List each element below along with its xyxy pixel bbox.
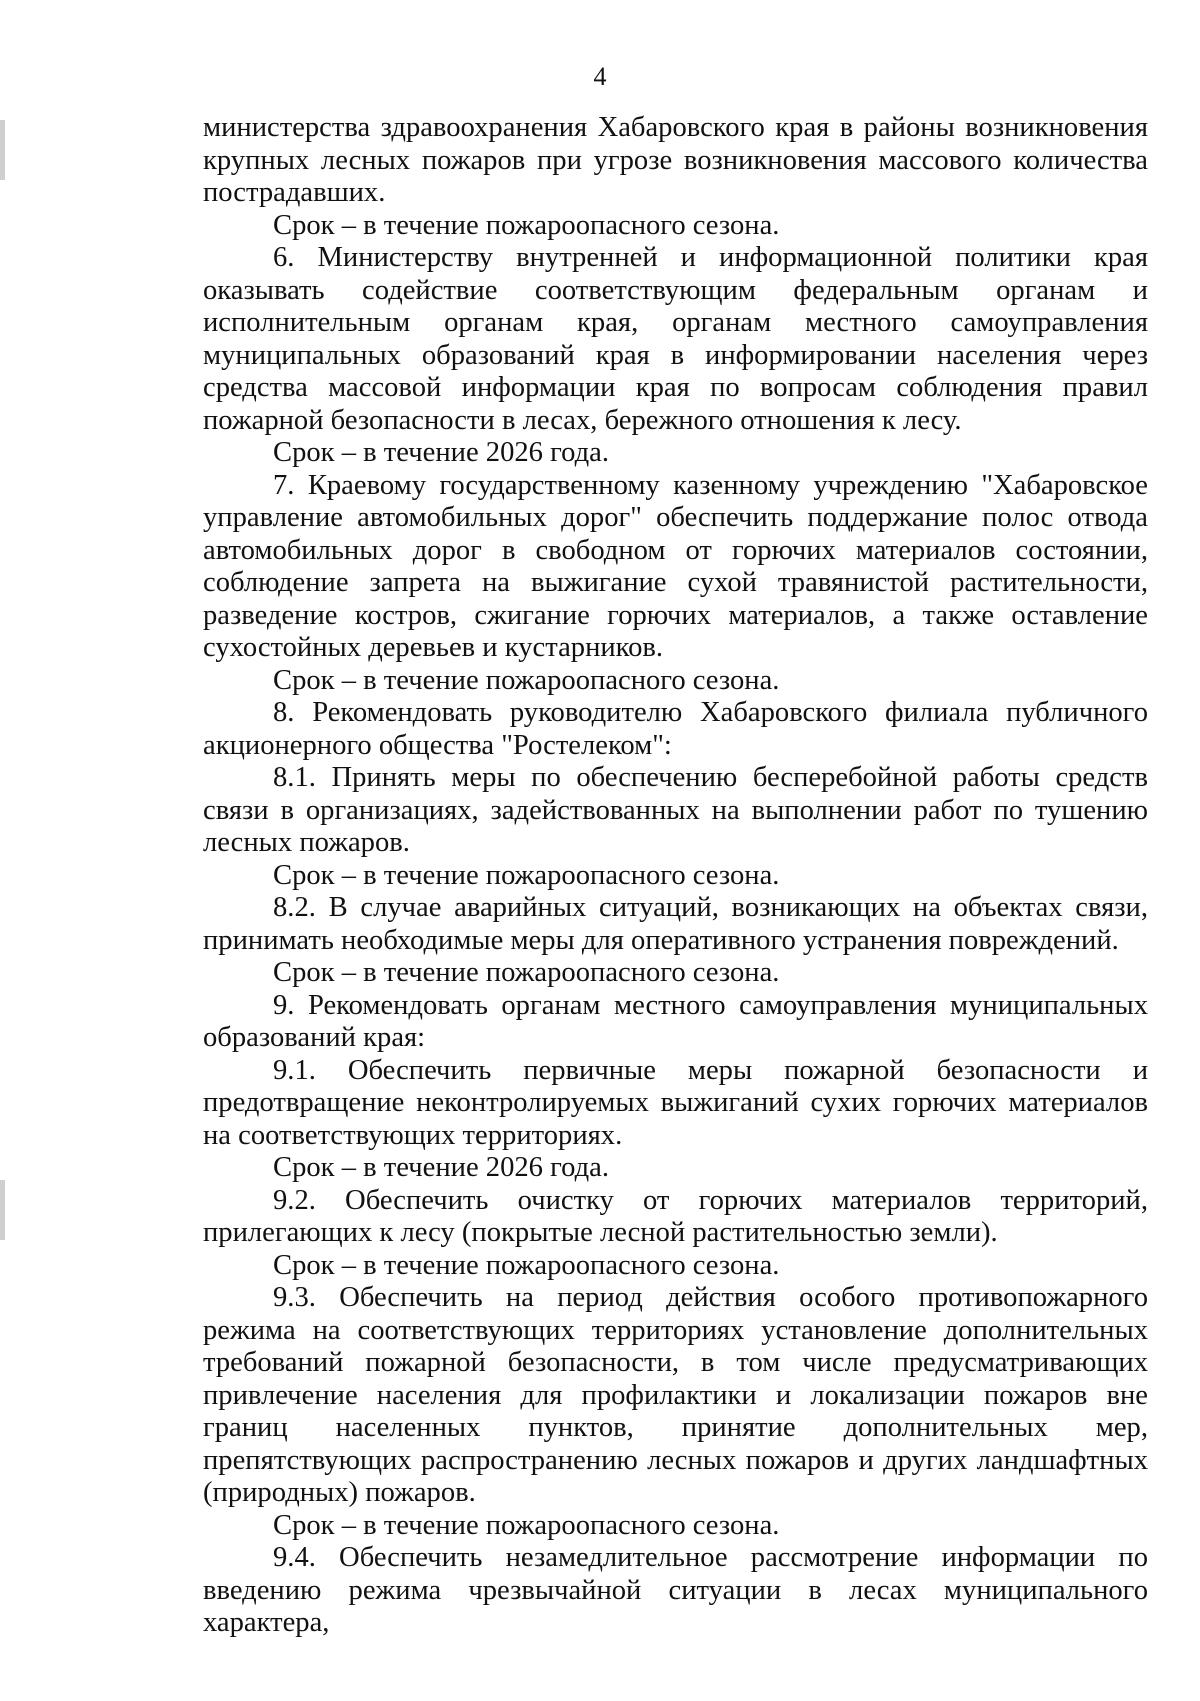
deadline-line: Срок – в течение 2026 года. xyxy=(273,437,610,468)
deadline-line: Срок – в течение 2026 года. xyxy=(273,1152,610,1183)
page-number: 4 xyxy=(593,62,607,91)
deadline-line: Срок – в течение пожароопасного сезона. xyxy=(273,664,780,696)
deadline-line: Срок – в течение пожароопасного сезона. xyxy=(273,209,780,241)
paragraph-item-7: 7. Краевому государственному казенному учреждению "Хабаровское управление автомобильных дорог" обеспечить поддержание полос отвода автомобильных дорог в свободном от горючих материалов состоянии, соблюдение запрета на выжигание сухой травянистой растительности, разведение костров, сжигание горючих материалов, а также оставление сухостойных деревьев и кустарников. xyxy=(203,469,1148,663)
paragraph: министерства здравоохранения Хабаровского края в районы возникновения крупных лесных пожаров при угрозе возникновения массового количества пострадавших. xyxy=(203,112,1148,208)
deadline-line: Срок – в течение пожароопасного сезона. xyxy=(273,1509,780,1541)
paragraph-item-9-4: 9.4. Обеспечить незамедлительное рассмотрение информации по введению режима чрезвычайной ситуации в лесах муниципального характера, xyxy=(203,1542,1148,1638)
scan-edge-mark-top xyxy=(0,120,5,180)
deadline-line: Срок – в течение пожароопасного сезона. xyxy=(273,957,780,988)
document-body xyxy=(203,112,1148,1640)
paragraph-item-9-1: 9.1. Обеспечить первичные меры пожарной безопасности и предотвращение неконтролируемых выжиганий сухих горючих материалов на соответствующих территориях. xyxy=(203,1054,1148,1151)
scan-edge-mark-bottom xyxy=(0,1180,5,1240)
paragraph-item-6: 6. Министерству внутренней и информационной политики края оказывать содействие соответствующим федеральным органам и исполнительным органам края, органам местного самоуправления муниципальных образований края в информировании населения через средства массовой информации края по вопросам соблюдения правил пожарной безопасности в лесах, бережного отношения к лесу. xyxy=(203,242,1148,436)
paragraph-item-8-2: 8.2. В случае аварийных ситуаций, возникающих на объектах связи, принимать необходимые меры для оперативного устранения повреждений. xyxy=(203,892,1148,956)
paragraph-item-9: 9. Рекомендовать органам местного самоуправления муниципальных образований края: xyxy=(203,989,1148,1053)
deadline-line: Срок – в течение пожароопасного сезона. xyxy=(273,1249,780,1281)
paragraph-item-9-2: 9.2. Обеспечить очистку от горючих материалов территорий, прилегающих к лесу (покрытые лесной растительностью земли). xyxy=(203,1184,1148,1248)
paragraph-item-8: 8. Рекомендовать руководителю Хабаровского филиала публичного акционерного общества "Ростелеком": xyxy=(203,697,1148,761)
paragraph-item-9-3: 9.3. Обеспечить на период действия особого противопожарного режима на соответствующих территориях установление дополнительных требований пожарной безопасности, в том числе предусматривающих привлечение населения для профилактики и локализации пожаров вне границ населенных пунктов, принятие дополнительных мер, препятствующих распространению лесных пожаров и других ландшафтных (природных) пожаров. xyxy=(203,1282,1148,1508)
paragraph-item-8-1: 8.1. Принять меры по обеспечению бесперебойной работы средств связи в организациях, задействованных на выполнении работ по тушению лесных пожаров. xyxy=(203,762,1148,858)
deadline-line: Срок – в течение пожароопасного сезона. xyxy=(273,859,780,891)
